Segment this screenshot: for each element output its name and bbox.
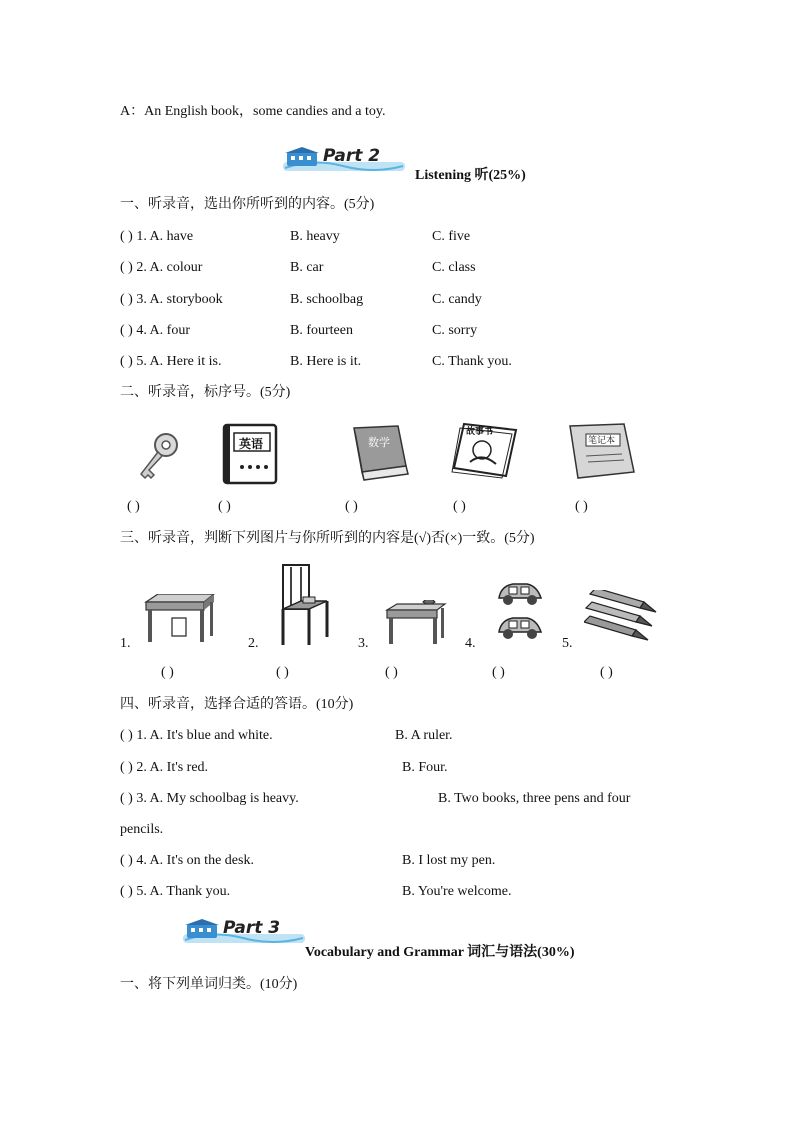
- s4-q5-option-a: ( ) 5. A. Thank you.: [120, 884, 231, 899]
- key-icon: [136, 432, 180, 489]
- s4-q5-row: [120, 882, 680, 902]
- answer-blank[interactable]: ( ): [575, 499, 588, 514]
- s4-q1-option-a: ( ) 1. A. It's blue and white.: [120, 728, 273, 743]
- q4-option-b: B. fourteen: [290, 323, 353, 338]
- answer-blank[interactable]: ( ): [453, 499, 466, 514]
- part-2-heading: Listening 听(25%): [415, 168, 526, 183]
- q5-option-b: B. Here is it.: [290, 354, 362, 369]
- q2-option-b: B. car: [290, 260, 324, 275]
- notebook-icon: [566, 422, 638, 487]
- storybook-label: 故事书: [466, 427, 494, 437]
- notebook-label: 笔记本: [588, 436, 616, 446]
- section-3-title: 三、听录音，判断下列图片与你所听到的内容是(√)否(×)一致。(5分): [120, 531, 535, 546]
- s4-q2-option-b: B. Four.: [402, 760, 448, 775]
- q2-option-a: ( ) 2. A. colour: [120, 260, 203, 275]
- q4-option-a: ( ) 4. A. four: [120, 323, 190, 338]
- desk-with-book-icon: [144, 594, 216, 649]
- s4-q4-row: [120, 851, 680, 871]
- part-2-banner: [283, 146, 405, 176]
- answer-blank[interactable]: ( ): [345, 499, 358, 514]
- chair-icon: [275, 563, 335, 652]
- picture-number: 5.: [562, 636, 573, 651]
- q3-option-b: B. schoolbag: [290, 292, 364, 307]
- two-toy-cars-icon: [495, 578, 545, 649]
- s4-q5-option-b: B. You're welcome.: [402, 884, 512, 899]
- s4-q3-option-a: ( ) 3. A. My schoolbag is heavy.: [120, 791, 299, 806]
- crayons-icon: [584, 590, 660, 647]
- section-1-title: 一、听录音，选出你所听到的内容。(5分): [120, 197, 375, 212]
- s4-q1-row: [120, 726, 680, 746]
- answer-blank[interactable]: ( ): [218, 499, 231, 514]
- q5-option-a: ( ) 5. A. Here it is.: [120, 354, 222, 369]
- english-book-icon: [220, 423, 280, 490]
- s4-q3-row: [120, 789, 680, 809]
- q3-option-a: ( ) 3. A. storybook: [120, 292, 223, 307]
- q1-option-a: ( ) 1. A. have: [120, 229, 194, 244]
- picture-number: 2.: [248, 636, 259, 651]
- answer-blank[interactable]: ( ): [385, 665, 398, 680]
- q1-option-c: C. five: [432, 229, 471, 244]
- s4-q3-option-b: B. Two books, three pens and four: [438, 791, 631, 806]
- math-book-label: 数学: [368, 436, 390, 449]
- s4-q4-option-b: B. I lost my pen.: [402, 853, 496, 868]
- answer-blank[interactable]: ( ): [600, 665, 613, 680]
- q2-row: [120, 258, 680, 278]
- part-3-label: Part 3: [223, 918, 281, 938]
- answer-blank[interactable]: ( ): [276, 665, 289, 680]
- q3-option-c: C. candy: [432, 292, 482, 307]
- desk-with-toy-icon: [385, 600, 447, 651]
- storybook-icon: [450, 422, 522, 485]
- picture-number: 3.: [358, 636, 369, 651]
- part-3-banner: [183, 918, 305, 948]
- answer-blank[interactable]: ( ): [161, 665, 174, 680]
- picture-number: 4.: [465, 636, 476, 651]
- english-book-label: 英语: [239, 437, 264, 451]
- answer-blank[interactable]: ( ): [127, 499, 140, 514]
- q1-option-b: B. heavy: [290, 229, 340, 244]
- intro-answer-line: A：An English book，some candies and a toy.: [120, 104, 386, 119]
- section-4-title: 四、听录音，选择合适的答语。(10分): [120, 697, 354, 712]
- q1-row: [120, 227, 680, 247]
- q2-option-c: C. class: [432, 260, 476, 275]
- q4-option-c: C. sorry: [432, 323, 478, 338]
- q5-option-c: C. Thank you.: [432, 354, 512, 369]
- section-2-title: 二、听录音，标序号。(5分): [120, 385, 291, 400]
- answer-blank[interactable]: ( ): [492, 665, 505, 680]
- s4-q4-option-a: ( ) 4. A. It's on the desk.: [120, 853, 254, 868]
- s4-q3-wrap: pencils.: [120, 822, 164, 837]
- q4-row: [120, 321, 680, 341]
- part-2-label: Part 2: [323, 146, 381, 166]
- s4-q2-option-a: ( ) 2. A. It's red.: [120, 760, 209, 775]
- picture-number: 1.: [120, 636, 131, 651]
- s4-q1-option-b: B. A ruler.: [395, 728, 453, 743]
- math-book-icon: [348, 424, 412, 487]
- q5-row: [120, 352, 680, 372]
- q3-row: [120, 290, 680, 310]
- part-3-section-1-title: 一、将下列单词归类。(10分): [120, 977, 298, 992]
- s4-q2-row: [120, 758, 680, 778]
- part-3-heading: Vocabulary and Grammar 词汇与语法(30%): [305, 945, 575, 960]
